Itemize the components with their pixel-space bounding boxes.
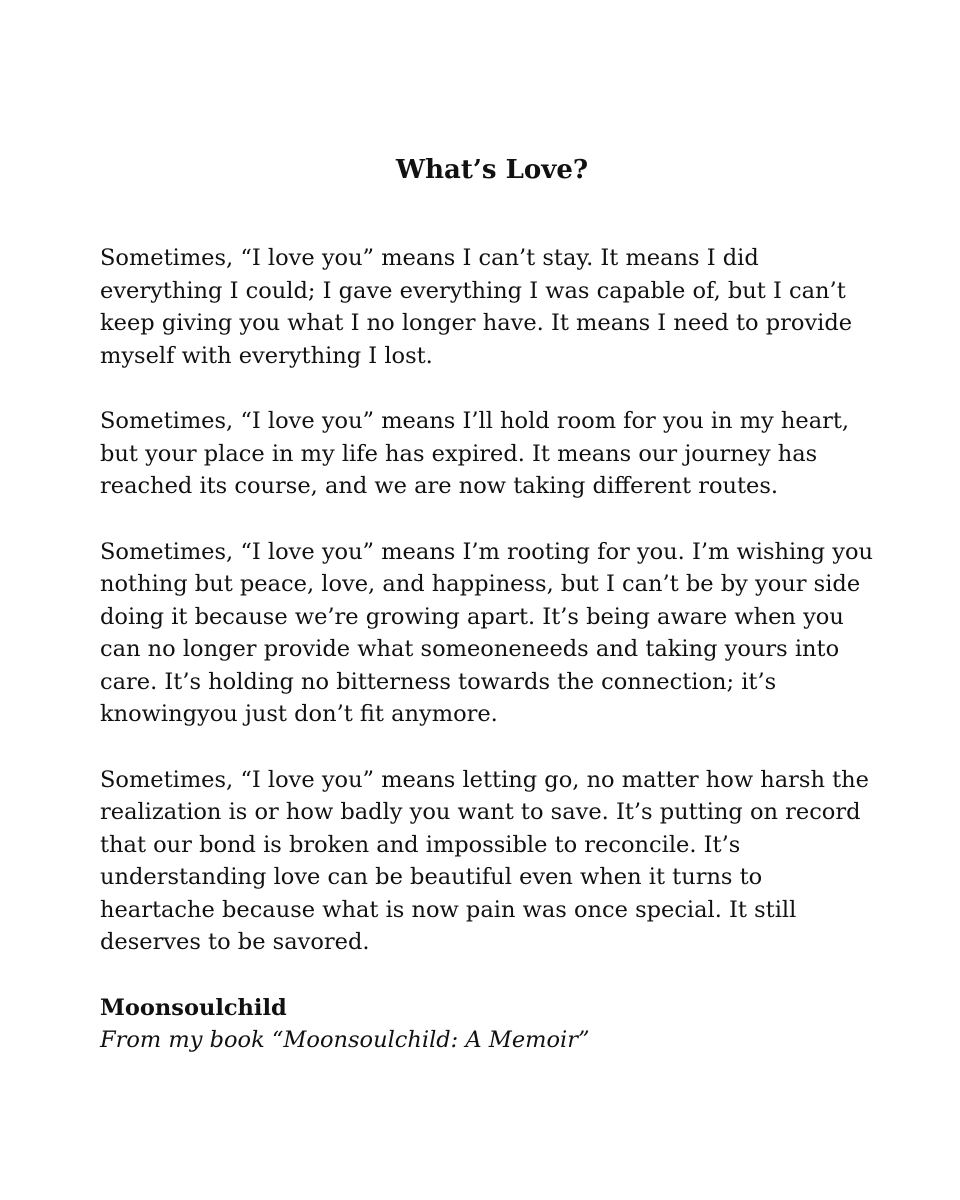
book-source: From my book “Moonsoulchild: A Memoir”: [100, 1027, 590, 1053]
poem-page: [100, 150, 880, 1057]
paragraph-1: Sometimes, “I love you” means I can’t stay. It means I did everything I could; I gave everything I was capable of, but I can’t keep giving you what I no longer have. It means I need to provide myself with everything I lost.: [100, 245, 853, 369]
paragraph-2: Sometimes, “I love you” means I’ll hold room for you in my heart, but your place in my life has expired. It means our journey has reached its course, and we are now taking different routes.: [100, 408, 850, 499]
paragraph-3: Sometimes, “I love you” means I’m rooting for you. I’m wishing you nothing but peace, love, and happiness, but I can’t be by your side doing it because we’re growing apart. It’s being aware when you can no longer provide what someoneneeds and taking yours into care. It’s holding no bitterness towards the connection; it’s knowingyou just don’t fit anymore.: [100, 538, 873, 727]
page-title: What’s Love?: [395, 155, 589, 185]
paragraph-4: Sometimes, “I love you” means letting go, no matter how harsh the realization is or how badly you want to save. It’s putting on record that our bond is broken and impossible to reconcile. It’s understanding love can be beautiful even when it turns to heartache because what is now pain was once special. It still deserves to be savored.: [100, 766, 869, 955]
author-name: Moonsoulchild: [100, 994, 287, 1021]
